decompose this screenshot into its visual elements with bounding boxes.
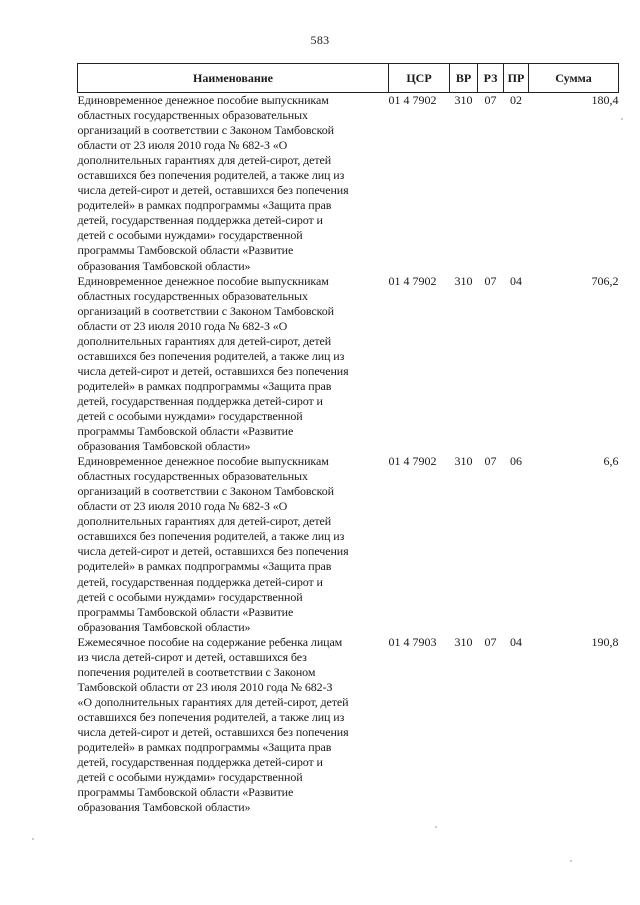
row-vr: 310 <box>454 454 473 469</box>
row-rz: 07 <box>484 454 497 469</box>
scan-speck <box>32 838 34 840</box>
header-csr: ЦСР <box>389 64 450 93</box>
table-row <box>78 635 619 816</box>
table-row <box>78 93 619 274</box>
page-number: 583 <box>310 33 330 47</box>
header-rz: РЗ <box>478 64 504 93</box>
row-csr: 01 4 7902 <box>388 273 437 288</box>
row-name: Единовременное денежное пособие выпускникам областных государственных образовательных организаций в соответствии с Законом Тамбовской области от 23 июля 2010 года № 682-З «О дополнительных гарантиях для детей-сирот, детей оставшихся без попечения родителей, а также лиц из числа детей-сирот и детей, оставшихся без попечения родителей» в рамках подпрограммы «Защита прав детей, государственная поддержка детей-сирот и детей с особыми нуждами» государственной программы Тамбовской области «Развитие образования Тамбовской области» <box>77 273 349 454</box>
row-rz: 07 <box>484 93 497 107</box>
row-name-cell <box>78 93 389 274</box>
row-name-cell <box>78 454 389 635</box>
row-pr: 02 <box>510 93 522 107</box>
scan-speck <box>435 826 437 828</box>
row-sum: 6,6 <box>603 454 619 469</box>
table-row <box>78 274 619 455</box>
row-rz: 07 <box>484 273 497 288</box>
row-name: Ежемесячное пособие на содержание ребенка лицам из числа детей-сирот и детей, оставшихся без попечения родителей в соответствии с Законом Тамбовской области от 23 июля 2010 года № 682-З «О дополнительных гарантиях для детей-сирот, детей оставшихся без попечения родителей, а также лиц из числа детей-сирот и детей, оставшихся без попечения родителей» в рамках подпрограммы «Защита прав детей, государственная поддержка детей-сирот и детей с особыми нуждами» государственной программы Тамбовской области «Развитие образования Тамбовской области» <box>77 634 349 815</box>
row-name-cell <box>78 274 389 455</box>
row-csr: 01 4 7903 <box>388 634 437 649</box>
row-pr: 04 <box>510 273 522 288</box>
table-header <box>78 64 619 93</box>
row-sum: 706,2 <box>591 273 619 288</box>
row-pr: 06 <box>510 454 522 469</box>
row-csr: 01 4 7902 <box>388 454 437 469</box>
row-sum: 190,8 <box>591 634 619 649</box>
row-pr: 04 <box>510 634 522 649</box>
table-row <box>78 454 619 635</box>
row-sum: 180,4 <box>591 93 619 107</box>
row-name: Единовременное денежное пособие выпускникам областных государственных образовательных организаций в соответствии с Законом Тамбовской области от 23 июля 2010 года № 682-З «О дополнительных гарантиях для детей-сирот, детей оставшихся без попечения родителей, а также лиц из числа детей-сирот и детей, оставшихся без попечения родителей» в рамках подпрограммы «Защита прав детей, государственная поддержка детей-сирот и детей с особыми нуждами» государственной программы Тамбовской области «Развитие образования Тамбовской области» <box>77 454 349 634</box>
budget-table <box>77 63 619 815</box>
row-name: Единовременное денежное пособие выпускникам областных государственных образовательных организаций в соответствии с Законом Тамбовской области от 23 июля 2010 года № 682-З «О дополнительных гарантиях для детей-сирот, детей оставшихся без попечения родителей, а также лиц из числа детей-сирот и детей, оставшихся без попечения родителей» в рамках подпрограммы «Защита прав детей, государственная поддержка детей-сирот и детей с особыми нуждами» государственной программы Тамбовской области «Развитие образования Тамбовской области» <box>77 93 349 273</box>
table-body <box>78 93 619 816</box>
scan-speck <box>570 860 572 862</box>
row-vr: 310 <box>454 93 473 107</box>
header-sum: Сумма <box>529 64 619 93</box>
scan-speck <box>621 118 623 120</box>
header-row <box>78 64 619 93</box>
row-csr: 01 4 7902 <box>388 93 437 107</box>
header-name: Наименование <box>78 64 389 93</box>
row-rz: 07 <box>484 634 497 649</box>
header-vr: ВР <box>450 64 478 93</box>
row-name-cell <box>78 635 389 816</box>
row-vr: 310 <box>454 634 473 649</box>
header-pr: ПР <box>504 64 529 93</box>
row-vr: 310 <box>454 273 473 288</box>
